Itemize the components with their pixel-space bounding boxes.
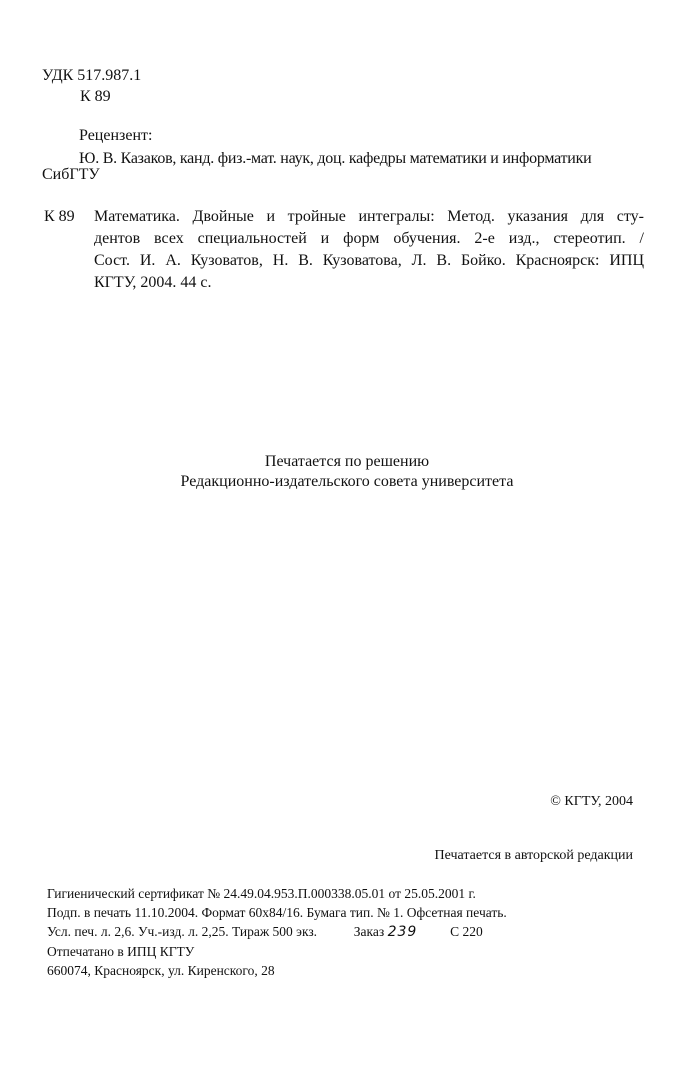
printed-at: Отпечатано в ИПЦ КГТУ — [47, 944, 195, 959]
order-label: Заказ — [353, 924, 385, 939]
udk-code: УДК 517.987.1 — [42, 67, 142, 84]
reviewer-label: Рецензент: — [79, 127, 153, 144]
decision-line-1: Печатается по решению — [264, 453, 430, 470]
copyright: © КГТУ, 2004 — [550, 794, 633, 809]
order-number: 239 — [387, 924, 418, 940]
annotation-text — [94, 206, 644, 294]
reviewer-line: Ю. В. Казаков, канд. физ.-мат. наук, доц. кафедры математики и информатики — [79, 150, 592, 167]
imprint-block — [47, 884, 507, 980]
print-details: Подп. в печать 11.10.2004. Формат 60х84/16. Бумага тип. № 1. Офсетная печать. — [47, 905, 507, 920]
bbk-code: К 89 — [80, 88, 111, 105]
print-volume: Усл. печ. л. 2,6. Уч.-изд. л. 2,25. Тираж 500 экз. — [47, 924, 318, 939]
annotation-line: Математика. Двойные и тройные интегралы: Метод. указания для сту- — [94, 208, 644, 225]
decision-line-2: Редакционно-издательского совета университета — [180, 473, 514, 490]
annotation-line: Сост. И. А. Кузоватов, Н. В. Кузоватова, Л. В. Бойко. Красноярск: ИПЦ — [94, 252, 644, 269]
print-volume-line — [47, 922, 507, 942]
annotation-line: КГТУ, 2004. 44 с. — [94, 274, 212, 291]
hygiene-certificate: Гигиенический сертификат № 24.49.04.953.П.000338.05.01 от 25.05.2001 г. — [47, 886, 476, 901]
annotation-code: К 89 — [44, 208, 75, 225]
reviewer-affiliation: СибГТУ — [42, 166, 100, 183]
annotation-line: дентов всех специальностей и форм обучения. 2-е изд., стереотип. / — [94, 230, 644, 247]
printer-address: 660074, Красноярск, ул. Киренского, 28 — [47, 963, 275, 978]
order-code: С 220 — [450, 924, 483, 939]
author-edition-note: Печатается в авторской редакции — [434, 848, 633, 863]
